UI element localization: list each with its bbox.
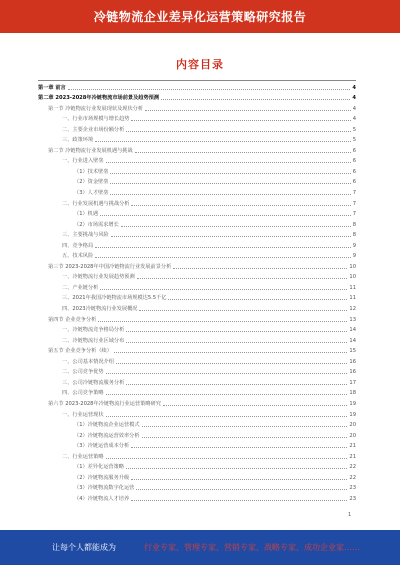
toc-leader-dots	[95, 256, 351, 258]
toc-entry-title: （3）冷链运营成本分析	[74, 443, 130, 450]
toc-entry-page: 23	[349, 485, 356, 492]
toc-entry[interactable]	[38, 313, 356, 324]
toc-entry[interactable]	[38, 408, 356, 419]
toc-entry-title: 第二节 冷链物流行业发展机遇与挑战	[48, 147, 133, 154]
toc-entry-title: 三、2021年我国冷链物流市场规模达5.5千亿	[62, 295, 167, 302]
toc-entry-page: 6	[352, 168, 356, 175]
toc-leader-dots	[131, 478, 347, 480]
report-title: 冷链物流企业差异化运营策略研究报告	[93, 10, 307, 24]
toc-entry-title: 五、技术风险	[62, 253, 94, 260]
toc-leader-dots	[110, 182, 350, 184]
toc-entry[interactable]	[38, 144, 356, 155]
toc-entry[interactable]	[38, 345, 356, 356]
toc-leader-dots	[106, 372, 348, 374]
toc-entry[interactable]	[38, 208, 356, 219]
toc-entry-page: 20	[349, 432, 356, 439]
toc-entry-title: （3）冷链物流数字化运营	[74, 485, 135, 492]
toc-leader-dots	[100, 288, 347, 290]
toc-entry-page: 23	[349, 495, 356, 502]
toc-entry-page: 5	[352, 137, 356, 144]
toc-leader-dots	[95, 140, 351, 142]
toc-entry[interactable]	[38, 292, 356, 303]
toc-entry-title: 一、行业运营现状	[62, 411, 104, 418]
toc-leader-dots	[100, 214, 351, 216]
toc-entry-page: 18	[349, 390, 356, 397]
toc-entry-page: 8	[352, 221, 356, 228]
toc-entry-title: （1）机遇	[74, 211, 99, 218]
toc-entry-page: 6	[352, 147, 356, 154]
toc-entry-title: （1）技术壁垒	[74, 168, 109, 175]
toc-leader-dots	[137, 277, 348, 279]
toc-entry[interactable]	[38, 397, 356, 408]
toc-entry-title: 三、主要挑战与风险	[62, 232, 109, 239]
toc-leader-dots	[121, 225, 351, 227]
toc-entry[interactable]	[38, 250, 356, 261]
toc-entry-page: 22	[349, 474, 356, 481]
toc-entry-title: 二、行业运营策略	[62, 453, 104, 460]
table-of-contents	[38, 80, 356, 503]
toc-leader-dots	[106, 415, 348, 417]
toc-entry-title: 第一节 冷链物流行业发展现状及现状分析	[48, 105, 144, 112]
toc-entry-title: 第三节 2023-2028年中国冷链物流行业发展前景分析	[48, 263, 172, 270]
toc-entry-title: （3）人才壁垒	[74, 190, 109, 197]
toc-entry-page: 20	[349, 422, 356, 429]
toc-entry-page: 12	[349, 306, 356, 313]
toc-entry-title: 二、公司竞争优势	[62, 369, 104, 376]
toc-entry[interactable]	[38, 92, 356, 103]
toc-entry[interactable]	[38, 229, 356, 240]
toc-entry[interactable]	[38, 165, 356, 176]
toc-entry-page: 19	[349, 400, 356, 407]
toc-entry-page: 8	[352, 232, 356, 239]
toc-title: 内容目录	[176, 58, 224, 71]
toc-entry-page: 16	[349, 369, 356, 376]
toc-entry-page: 21	[349, 443, 356, 450]
toc-leader-dots	[114, 351, 347, 353]
toc-entry-title: 一、冷链物流行业发展趋势预测	[62, 274, 135, 281]
toc-leader-dots	[131, 499, 347, 501]
toc-entry-title: （2）冷链物流运营效率分析	[74, 432, 140, 439]
toc-entry-title: 一、行业市场规模与增长趋势	[62, 116, 130, 123]
toc-leader-dots	[136, 488, 347, 490]
toc-entry-page: 11	[349, 284, 356, 291]
toc-entry-page: 21	[349, 453, 356, 460]
toc-leader-dots	[168, 298, 347, 300]
toc-entry-title: （2）冷链物流服务升级	[74, 474, 130, 481]
toc-leader-dots	[98, 320, 347, 322]
toc-entry[interactable]	[38, 334, 356, 345]
toc-leader-dots	[106, 161, 351, 163]
toc-entry-page: 4	[352, 116, 356, 123]
toc-entry-title: 二、产业链分析	[62, 284, 99, 291]
toc-leader-dots	[163, 404, 347, 406]
toc-entry-title: （2）资金壁垒	[74, 179, 109, 186]
report-header	[0, 0, 400, 33]
toc-leader-dots	[131, 446, 347, 448]
toc-entry[interactable]	[38, 302, 356, 313]
toc-entry[interactable]	[38, 281, 356, 292]
toc-entry[interactable]	[38, 366, 356, 377]
footer-roles: 行业专家、管理专家、营销专家、战略专家、成功企业家……	[144, 543, 360, 552]
toc-entry[interactable]	[38, 471, 356, 482]
toc-leader-dots	[145, 109, 351, 111]
toc-entry-page: 9	[352, 253, 356, 260]
toc-entry-page: 14	[349, 327, 356, 334]
toc-entry-page: 6	[352, 158, 356, 165]
toc-entry[interactable]	[38, 376, 356, 387]
toc-entry-title: 第五节 企业竞争分析（续）	[48, 348, 112, 355]
toc-entry-title: （1）差异化运营策略	[74, 464, 124, 471]
toc-leader-dots	[106, 393, 348, 395]
toc-entry[interactable]	[38, 482, 356, 493]
toc-entry-title: 第一章 前言	[38, 84, 66, 91]
toc-entry[interactable]	[38, 239, 356, 250]
toc-entry-page: 17	[349, 379, 356, 386]
toc-entry-page: 14	[349, 337, 356, 344]
toc-entry-title: 三、政策环境	[62, 137, 94, 144]
toc-entry-page: 7	[352, 211, 356, 218]
toc-entry[interactable]	[38, 260, 356, 271]
toc-entry-title: 三、公司冷链物流服务分析	[62, 379, 125, 386]
toc-entry-title: 二、冷链物流行业区域分布	[62, 337, 125, 344]
toc-entry[interactable]	[38, 197, 356, 208]
toc-entry-title: 一、行业进入壁垒	[62, 158, 104, 165]
toc-leader-dots	[68, 88, 351, 90]
toc-entry-page: 4	[352, 105, 356, 112]
toc-leader-dots	[95, 246, 351, 248]
toc-leader-dots	[116, 362, 348, 364]
toc-leader-dots	[126, 130, 350, 132]
toc-leader-dots	[131, 119, 350, 121]
footer-slogan: 让每个人都能成为	[52, 543, 116, 552]
toc-entry[interactable]	[38, 429, 356, 440]
toc-leader-dots	[126, 341, 347, 343]
toc-leader-dots	[110, 193, 350, 195]
toc-entry-title: （2）市场需求增长	[74, 221, 119, 228]
toc-entry-page: 10	[349, 274, 356, 281]
toc-leader-dots	[173, 267, 347, 269]
toc-entry-title: 四、公司竞争策略	[62, 390, 104, 397]
page-number: 1	[348, 512, 352, 518]
toc-entry-page: 6	[352, 179, 356, 186]
toc-leader-dots	[139, 309, 347, 311]
toc-entry-page: 7	[352, 190, 356, 197]
toc-entry-title: 第四节 企业竞争分析	[48, 316, 97, 323]
toc-entry-title: 二、行业发展机遇与挑战分析	[62, 200, 130, 207]
toc-entry[interactable]	[38, 271, 356, 282]
toc-leader-dots	[142, 436, 348, 438]
toc-entry[interactable]	[38, 387, 356, 398]
toc-entry[interactable]	[38, 134, 356, 145]
toc-leader-dots	[161, 98, 350, 100]
toc-entry-title: 四、2023冷链物流行业发展概况	[62, 306, 138, 313]
toc-entry-page: 19	[349, 411, 356, 418]
toc-entry[interactable]	[38, 450, 356, 461]
toc-entry-title: 一、冷链物流竞争格局分析	[62, 327, 125, 334]
toc-entry[interactable]	[38, 186, 356, 197]
toc-leader-dots	[131, 204, 350, 206]
toc-entry-page: 16	[349, 358, 356, 365]
toc-entry-title: 第二章 2023-2028年冷链物流市场前景及趋势预测	[38, 95, 160, 102]
toc-entry-page: 7	[352, 200, 356, 207]
toc-leader-dots	[126, 467, 347, 469]
toc-entry[interactable]	[38, 102, 356, 113]
toc-leader-dots	[126, 330, 347, 332]
toc-entry-page: 11	[349, 295, 356, 302]
toc-entry[interactable]	[38, 324, 356, 335]
toc-entry-page: 5	[352, 126, 356, 133]
toc-entry-page: 22	[349, 464, 356, 471]
toc-leader-dots	[110, 172, 350, 174]
toc-leader-dots	[126, 383, 347, 385]
toc-entry-title: 一、公司基本情况介绍	[62, 358, 114, 365]
toc-entry[interactable]	[38, 113, 356, 124]
toc-entry-page: 4	[352, 95, 356, 102]
toc-entry-page: 15	[349, 348, 356, 355]
toc-leader-dots	[111, 235, 351, 237]
toc-entry[interactable]	[38, 355, 356, 366]
toc-entry[interactable]	[38, 218, 356, 229]
toc-entry-title: （1）冷链物流企业运营模式	[74, 422, 140, 429]
toc-entry-title: （4）冷链物流人才培养	[74, 495, 130, 502]
toc-entry[interactable]	[38, 80, 356, 92]
toc-entry-page: 10	[349, 263, 356, 270]
toc-entry-page: 13	[349, 316, 356, 323]
toc-entry[interactable]	[38, 440, 356, 451]
toc-entry[interactable]	[38, 461, 356, 472]
toc-entry-title: 第六节 2023-2028年冷链物流行业运营策略研究	[48, 400, 161, 407]
toc-entry-title: 四、竞争格局	[62, 242, 94, 249]
toc-entry[interactable]	[38, 155, 356, 166]
toc-entry[interactable]	[38, 492, 356, 503]
toc-entry-page: 4	[352, 84, 356, 91]
toc-entry[interactable]	[38, 123, 356, 134]
toc-leader-dots	[106, 457, 348, 459]
toc-entry-page: 9	[352, 242, 356, 249]
toc-entry-title: 二、主要企业市场份额分析	[62, 126, 125, 133]
footer-banner	[0, 530, 400, 565]
toc-entry[interactable]	[38, 176, 356, 187]
toc-entry[interactable]	[38, 419, 356, 430]
toc-leader-dots	[135, 151, 351, 153]
toc-leader-dots	[142, 425, 348, 427]
